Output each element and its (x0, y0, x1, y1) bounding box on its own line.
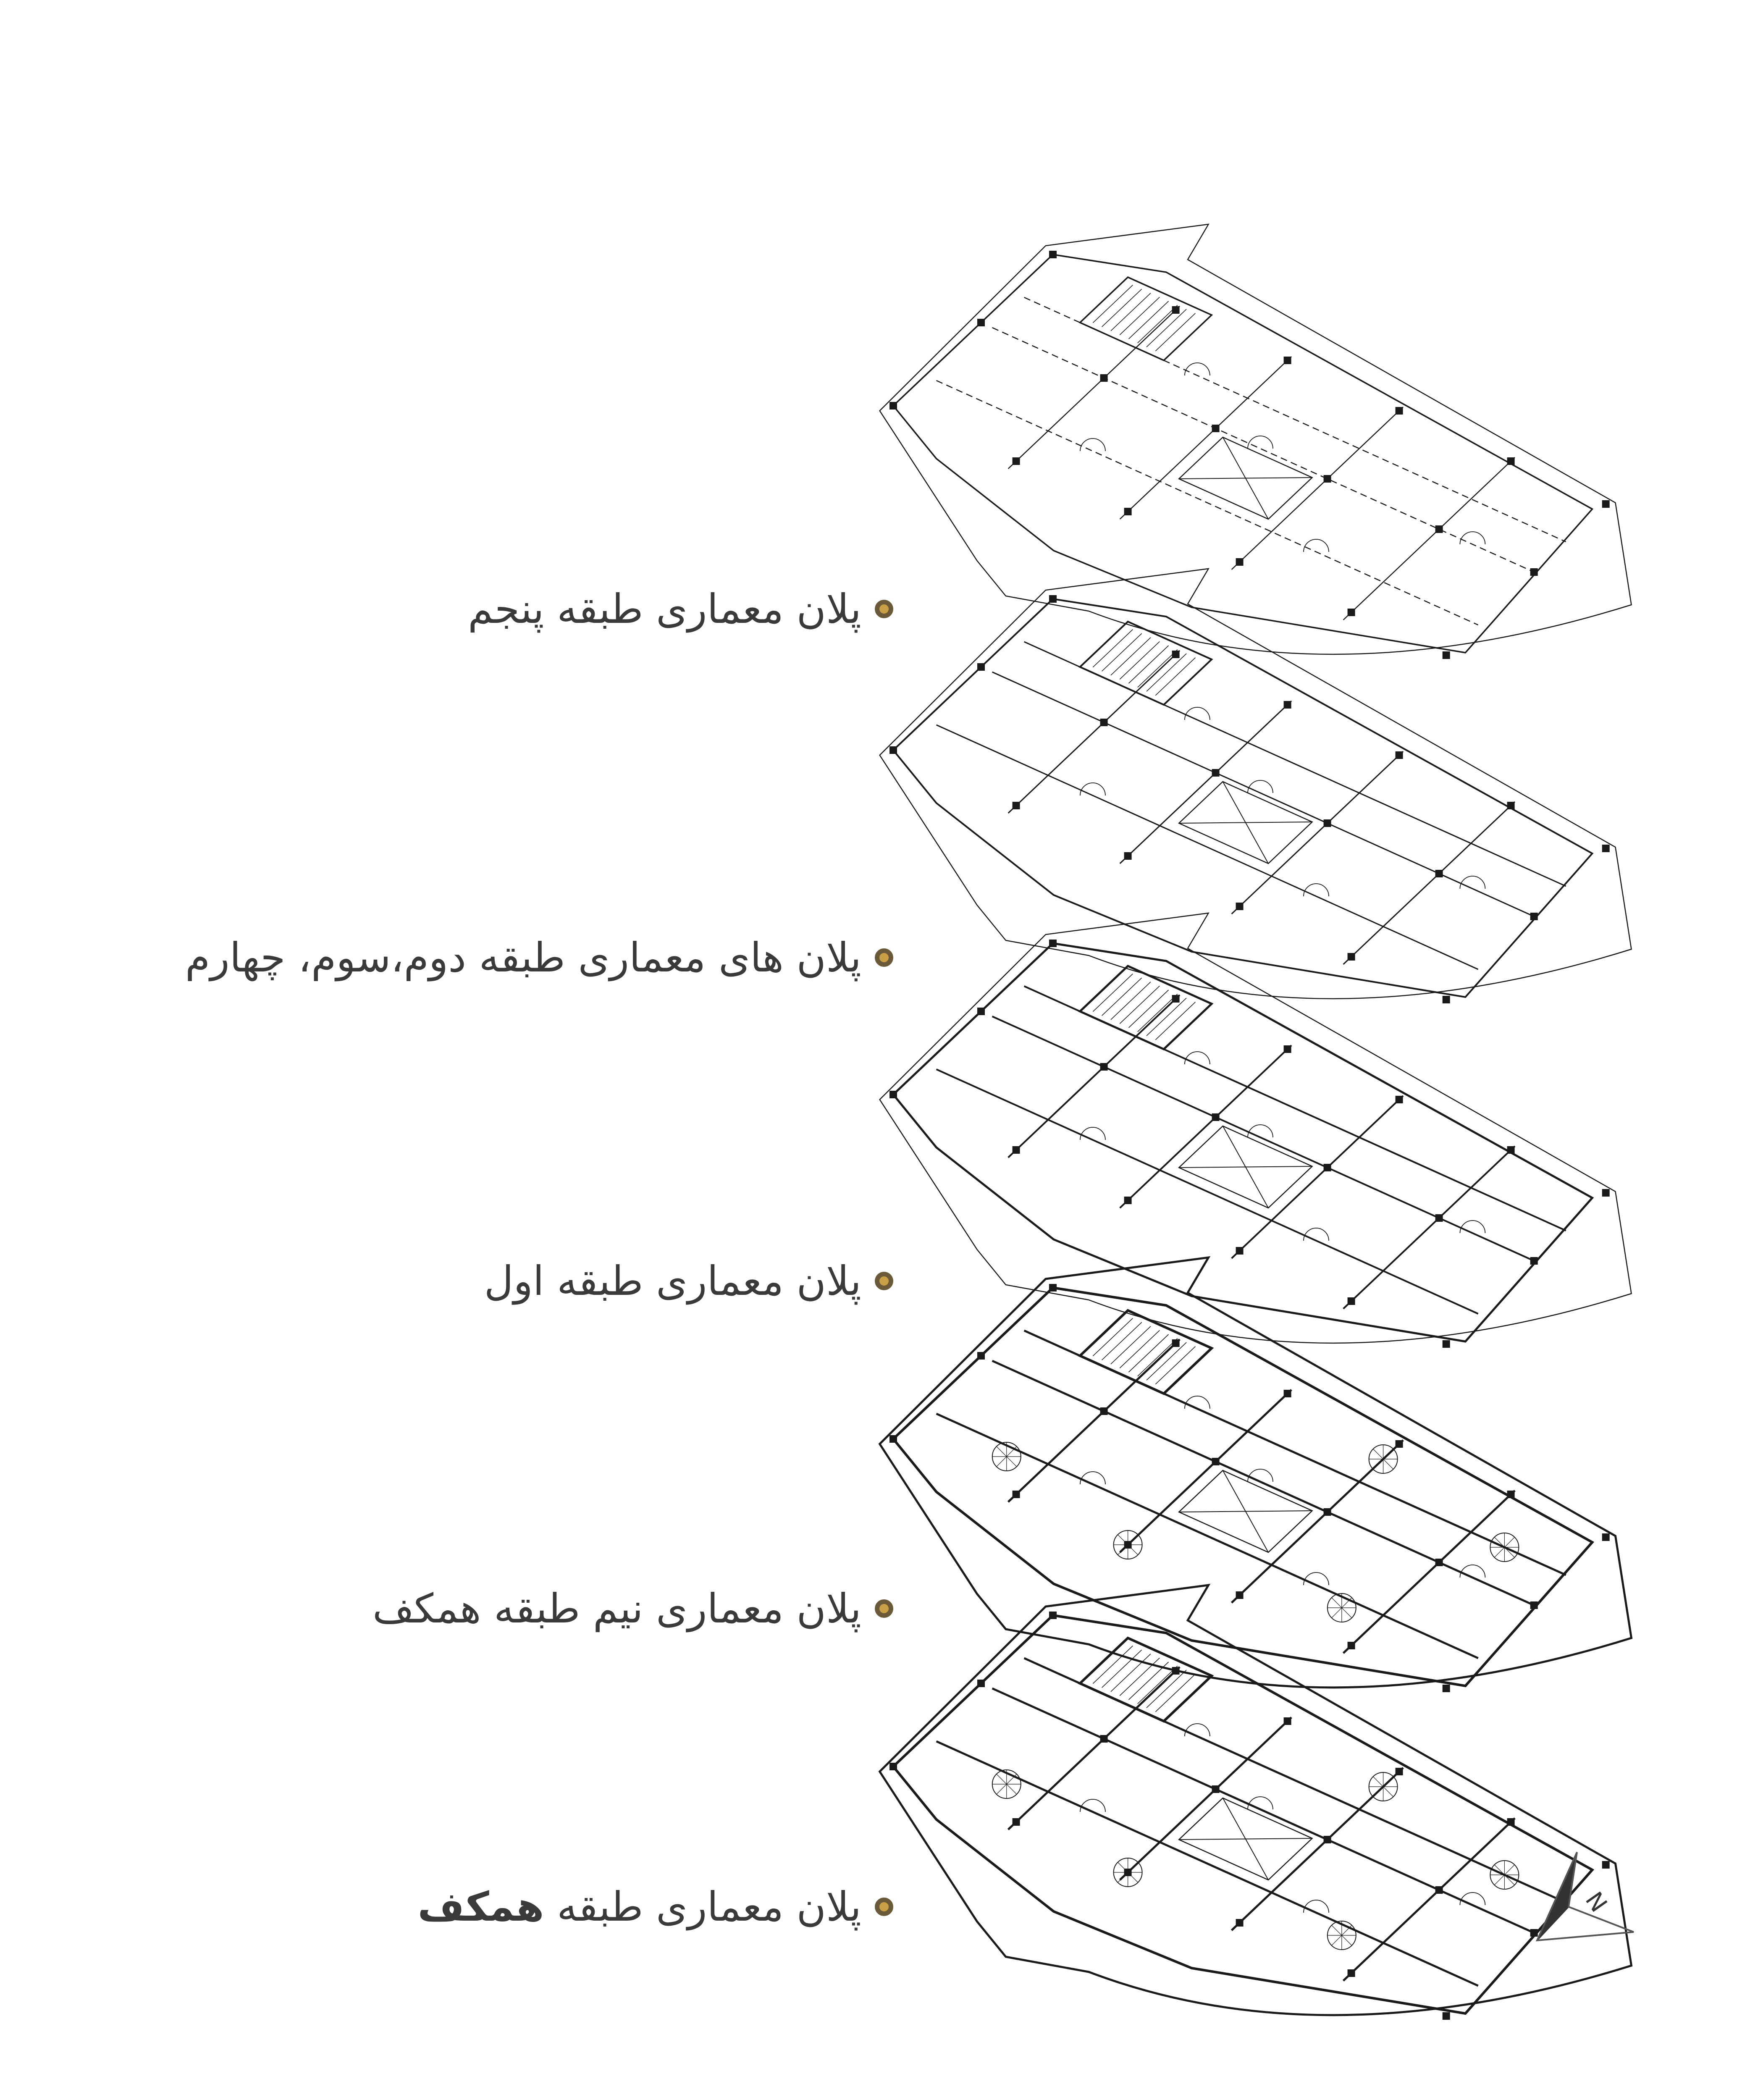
spiral-tread (1007, 1457, 1017, 1467)
door-swing (1080, 1799, 1105, 1812)
wall (1120, 357, 1292, 519)
stair-tread (1147, 998, 1186, 1036)
door-swings (1080, 707, 1485, 896)
site-boundary (880, 569, 1632, 999)
door-swing (1080, 1127, 1105, 1140)
spiral-tread (1128, 1872, 1138, 1882)
column (1530, 1257, 1538, 1265)
wall (937, 1741, 1478, 1986)
column (1236, 558, 1244, 566)
column (1443, 2012, 1450, 2020)
bullet-icon (875, 948, 893, 967)
spiral-tread (1494, 1875, 1504, 1885)
spiral-tread (997, 1446, 1007, 1457)
stair-tread (1120, 1658, 1160, 1696)
column (1348, 1642, 1355, 1649)
spiral-tread (1332, 1608, 1342, 1618)
stair-tread (1138, 305, 1178, 343)
door-swing (1304, 1900, 1329, 1913)
spiral-tread (1332, 1935, 1342, 1945)
stair-tread (1138, 1339, 1178, 1376)
floor-label-ground (417, 1880, 893, 1934)
door-swing (1460, 1221, 1485, 1233)
stair-tread (1155, 313, 1195, 351)
site-boundary (880, 1585, 1632, 2015)
wall (937, 1069, 1478, 1314)
stair-outline (1080, 277, 1212, 360)
column (1507, 802, 1515, 809)
column (1435, 525, 1443, 533)
door-swing (1460, 1565, 1485, 1578)
stair-tread (1111, 293, 1151, 331)
floor-label-fifth (468, 582, 893, 636)
door-swing (1304, 539, 1329, 552)
bullet-icon (875, 1599, 893, 1618)
door-swing (1080, 1472, 1105, 1484)
column (1124, 508, 1132, 515)
spiral-tread (1118, 1872, 1128, 1882)
spiral-tread (1118, 1535, 1128, 1545)
column (1049, 940, 1057, 947)
stair-tread (1129, 990, 1169, 1028)
column (1013, 457, 1020, 465)
door-swing (1304, 1228, 1329, 1241)
column (1396, 751, 1403, 759)
floor-plan-fifth (880, 224, 1632, 659)
light-well (1179, 437, 1312, 519)
wall (992, 672, 1534, 916)
column (1443, 1685, 1450, 1692)
wall (1343, 802, 1515, 964)
column (1100, 1735, 1108, 1743)
column (1435, 1559, 1443, 1566)
column (1530, 913, 1538, 920)
site-boundary (880, 913, 1632, 1343)
spiral-tread (1383, 1787, 1393, 1797)
floor-label-first (484, 1254, 893, 1308)
wall (1024, 642, 1566, 886)
bullet-icon (875, 1898, 893, 1916)
wall (1232, 751, 1404, 914)
wall (1008, 651, 1180, 813)
column (1013, 1491, 1020, 1498)
column (1124, 852, 1132, 860)
floor-label-bold: همکف (417, 1883, 544, 1930)
column (1348, 609, 1355, 616)
interior-walls (937, 1658, 1566, 1986)
spiral-tread (1373, 1787, 1383, 1797)
site-boundary (880, 224, 1632, 654)
column (1284, 1045, 1291, 1053)
spiral-tread (1373, 1449, 1383, 1459)
door-swing (1460, 1893, 1485, 1905)
building-outline (893, 255, 1592, 653)
floor-label-text: پلان معماری طبقه اول (484, 1257, 861, 1305)
column (1172, 1667, 1180, 1675)
stair-core (1080, 1310, 1212, 1394)
column (1507, 457, 1515, 465)
wall (1343, 1818, 1515, 1981)
door-swing (1248, 1797, 1273, 1809)
stair-tread (1155, 1002, 1195, 1040)
structural-columns (889, 251, 1610, 659)
spiral-tread (997, 1457, 1007, 1467)
door-swing (1185, 1052, 1210, 1064)
spiral-tread (1373, 1459, 1383, 1469)
door-swing (1304, 884, 1329, 896)
stair-core (1080, 966, 1212, 1049)
stair-tread (1120, 297, 1160, 335)
wall (1024, 1658, 1566, 1903)
light-well (1179, 1126, 1312, 1208)
spiral-tread (1118, 1545, 1128, 1555)
stair-outline (1080, 622, 1212, 705)
column (1013, 1818, 1020, 1826)
column (1602, 845, 1610, 852)
stair-core (1080, 1638, 1212, 1721)
column (1324, 1164, 1331, 1171)
column (1435, 1214, 1443, 1222)
column (889, 1763, 897, 1770)
stair-tread (1155, 1347, 1195, 1384)
stair-tread (1155, 658, 1195, 696)
column (889, 1435, 897, 1443)
door-swing (1185, 363, 1210, 375)
column (1396, 407, 1403, 415)
stair-tread (1129, 646, 1169, 683)
door-swing (1460, 876, 1485, 889)
column (1348, 1297, 1355, 1305)
building-outline (893, 943, 1592, 1341)
stair-tread (1102, 633, 1142, 671)
column (1324, 1836, 1331, 1843)
column (1212, 769, 1220, 777)
floor-label-mezzanine (373, 1581, 893, 1636)
column (1013, 802, 1020, 809)
column (1507, 1146, 1515, 1154)
column (1172, 1339, 1180, 1347)
stair-tread (1129, 1334, 1169, 1372)
column (1507, 1818, 1515, 1826)
door-swing (1248, 780, 1273, 793)
column (1172, 651, 1180, 658)
stair-tread (1111, 982, 1151, 1020)
column (1212, 425, 1220, 432)
spiral-tread (1332, 1598, 1342, 1608)
stair-outline (1080, 1638, 1212, 1721)
column (1236, 903, 1244, 910)
floor-label-prefix: پلان معماری طبقه (544, 1883, 861, 1930)
column (1100, 1063, 1108, 1071)
stair-tread (1120, 641, 1160, 679)
wall (1008, 995, 1180, 1158)
door-swing (1185, 1724, 1210, 1736)
spiral-tread (1342, 1935, 1352, 1945)
structural-columns (889, 1612, 1613, 2020)
column (1324, 819, 1331, 827)
wall (1343, 457, 1515, 620)
column (1435, 870, 1443, 877)
column (1284, 1390, 1291, 1397)
wall (1024, 986, 1566, 1231)
column (1443, 651, 1450, 659)
interior-walls (937, 1331, 1566, 1658)
column (977, 319, 985, 326)
door-swing (1185, 707, 1210, 720)
spiral-tread (1128, 1545, 1138, 1555)
bullet-icon (875, 600, 893, 618)
door-swing (1080, 783, 1105, 795)
spiral-stairs (992, 1442, 1519, 1622)
spiral-tread (1383, 1777, 1393, 1787)
wall (1120, 701, 1292, 864)
stair-tread (1129, 1662, 1169, 1700)
wall (1008, 306, 1180, 469)
light-well (1179, 782, 1312, 864)
column (1049, 1284, 1057, 1292)
wall (992, 1688, 1534, 1933)
door-swing (1248, 1125, 1273, 1137)
column (1396, 1440, 1403, 1448)
column (1396, 1768, 1403, 1775)
wall (1120, 1717, 1292, 1880)
structural-columns (889, 1284, 1610, 1692)
column (889, 1091, 897, 1098)
column (1013, 1146, 1020, 1154)
spiral-tread (1383, 1449, 1393, 1459)
column (1212, 1113, 1220, 1121)
stair-tread (1147, 654, 1186, 691)
column (1443, 1340, 1450, 1348)
column (1100, 719, 1108, 726)
door-swing (1460, 532, 1485, 544)
column (889, 402, 897, 410)
wall (1120, 1045, 1292, 1208)
wall (937, 725, 1478, 969)
light-well (1179, 1470, 1312, 1552)
column (1435, 1886, 1443, 1894)
door-swing (1185, 1396, 1210, 1409)
spiral-tread (1118, 1862, 1128, 1872)
column (1602, 1533, 1610, 1541)
wall (1024, 1331, 1566, 1575)
floor-label-text: پلان معماری نیم طبقه همکف (372, 1585, 861, 1632)
column (1049, 251, 1057, 258)
column (1236, 1591, 1244, 1599)
spiral-tread (997, 1784, 1007, 1794)
wall (1232, 407, 1404, 570)
stair-tread (1129, 301, 1169, 339)
stair-tread (1147, 309, 1186, 347)
door-swings (1080, 363, 1485, 552)
spiral-tread (1494, 1547, 1504, 1557)
wall (992, 1361, 1534, 1605)
column (977, 1680, 985, 1687)
door-swing (1080, 438, 1105, 451)
column (1100, 1407, 1108, 1415)
stair-tread (1120, 986, 1160, 1024)
spiral-tread (1383, 1459, 1393, 1469)
column (1348, 953, 1355, 961)
door-swing (1304, 1572, 1329, 1585)
stair-tread (1111, 638, 1151, 675)
stair-tread (1111, 1326, 1151, 1364)
wall (1232, 1096, 1404, 1258)
stair-tread (1102, 289, 1142, 327)
wall (937, 1414, 1478, 1658)
spiral-tread (1128, 1862, 1138, 1872)
column (977, 1352, 985, 1360)
column (1236, 1919, 1244, 1927)
column (977, 1008, 985, 1015)
wall (1343, 1491, 1515, 1653)
spiral-tread (1342, 1608, 1352, 1618)
building-outline (893, 1615, 1592, 2013)
structural-columns (889, 940, 1610, 1348)
column (1443, 996, 1450, 1003)
wall (1024, 297, 1566, 542)
column (1602, 500, 1610, 508)
wall (1008, 1339, 1180, 1502)
stair-tread (1147, 1342, 1186, 1380)
spiral-tread (1128, 1535, 1138, 1545)
spiral-stairs (992, 1770, 1519, 1950)
column (1507, 1491, 1515, 1498)
stair-tread (1138, 650, 1178, 688)
column (1049, 1612, 1057, 1619)
spiral-tread (1007, 1784, 1017, 1794)
column (977, 663, 985, 671)
building-outline (893, 599, 1592, 997)
column (1284, 1717, 1291, 1725)
spiral-tread (1504, 1865, 1514, 1875)
column (889, 746, 897, 754)
column (1284, 701, 1291, 709)
light-well (1179, 1798, 1312, 1880)
wall (992, 328, 1534, 572)
column (1172, 995, 1180, 1003)
column (1236, 1247, 1244, 1255)
column (1284, 357, 1291, 364)
stair-tread (1155, 1674, 1195, 1712)
floor-label-second-third-fourth (185, 930, 893, 985)
column (1124, 1197, 1132, 1204)
stair-tread (1120, 1330, 1160, 1368)
north-arrow-icon (1529, 1848, 1646, 1949)
spiral-tread (1332, 1925, 1342, 1935)
interior-walls (937, 986, 1566, 1314)
door-swings (1080, 1052, 1485, 1241)
north-arrow-light-half (1537, 1852, 1634, 1940)
column (1530, 568, 1538, 576)
floor-label-text (417, 1883, 861, 1930)
interior-walls (937, 642, 1566, 969)
column (1212, 1458, 1220, 1465)
column (1348, 1969, 1355, 1977)
column (1100, 374, 1108, 382)
column (1602, 1189, 1610, 1197)
stair-tread (1138, 1666, 1178, 1704)
spiral-tread (1504, 1537, 1514, 1547)
building-outline (893, 1288, 1592, 1686)
bullet-icon (875, 1272, 893, 1290)
column (1324, 1508, 1331, 1516)
stair-tread (1102, 978, 1142, 1016)
spiral-tread (997, 1774, 1007, 1784)
interior-walls (937, 297, 1566, 625)
structural-columns (889, 595, 1610, 1003)
stair-tread (1147, 1670, 1186, 1708)
column (1212, 1785, 1220, 1793)
stair-tread (1138, 994, 1178, 1032)
wall (1008, 1667, 1180, 1830)
column (1049, 595, 1057, 603)
column (1530, 1601, 1538, 1609)
wall (1120, 1390, 1292, 1552)
stair-core (1080, 622, 1212, 705)
wall (937, 381, 1478, 625)
wall (1343, 1146, 1515, 1309)
column (1324, 475, 1331, 483)
column (1172, 306, 1180, 314)
door-swing (1248, 436, 1273, 449)
stair-core (1080, 277, 1212, 360)
stair-outline (1080, 1310, 1212, 1394)
north-letter: N (1579, 1887, 1613, 1917)
door-swing (1248, 1469, 1273, 1482)
spiral-tread (1373, 1777, 1383, 1787)
stair-outline (1080, 966, 1212, 1049)
wall (992, 1016, 1534, 1261)
site-boundary (880, 1257, 1632, 1688)
floor-label-text: پلان معماری طبقه پنجم (468, 585, 861, 633)
column (1396, 1096, 1403, 1103)
floor-label-text: پلان های معماری طبقه دوم،سوم، چهارم (185, 934, 861, 981)
